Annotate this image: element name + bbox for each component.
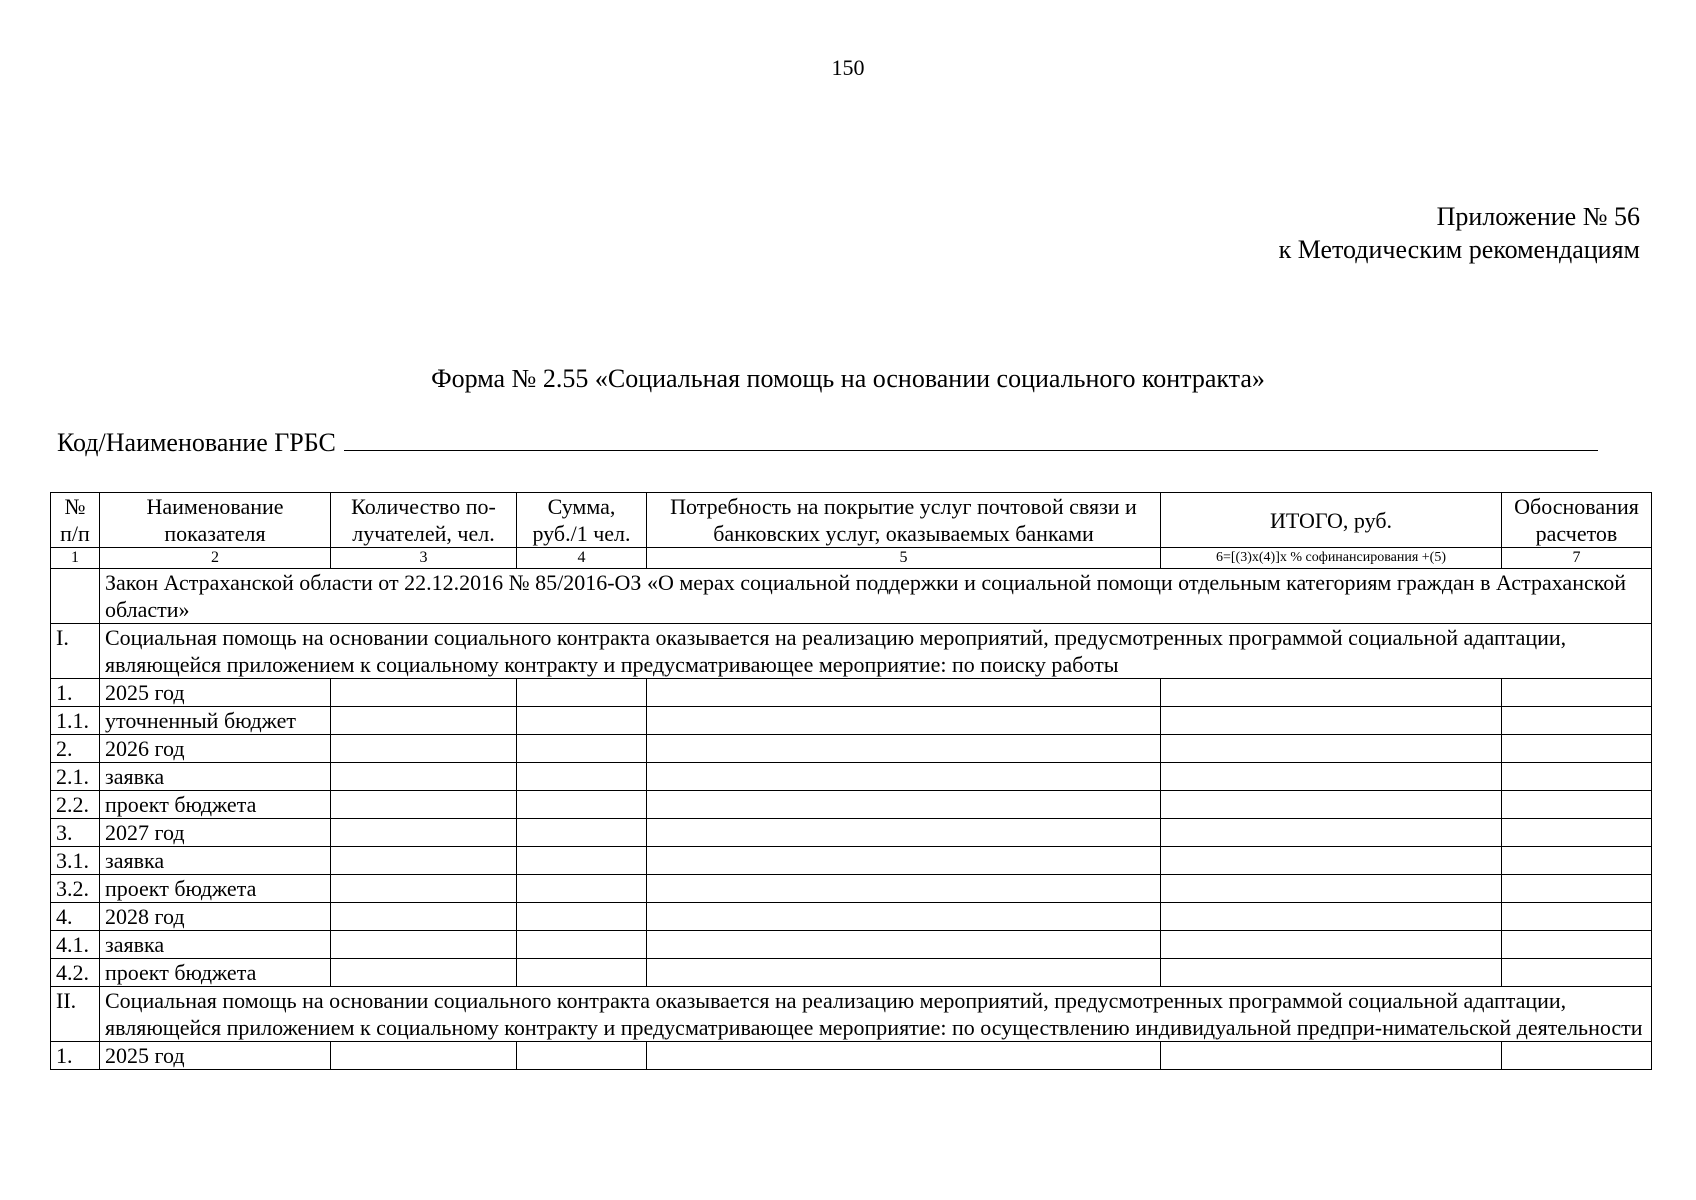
column-number: 3 (331, 548, 517, 569)
cell-total[interactable] (1161, 735, 1502, 763)
column-number: 1 (51, 548, 100, 569)
cell-total[interactable] (1161, 1042, 1502, 1070)
cell-justification[interactable] (1502, 959, 1652, 987)
row-name: проект бюджета (100, 959, 331, 987)
section-text: Социальная помощь на основании социального контракта оказывается на реализацию мероприятий, предусмотренных программой социальной адаптации, являющейся приложением к социальному контракту и предусматривающее мероприятие: по осуществлению индивидуальной предпри-нимательской деятельности (100, 987, 1652, 1042)
row-name: проект бюджета (100, 791, 331, 819)
cell-justification[interactable] (1502, 1042, 1652, 1070)
law-row-num (51, 569, 100, 624)
row-num: 2. (51, 735, 100, 763)
table-row (51, 735, 1652, 763)
cell-sum[interactable] (517, 735, 647, 763)
section-num: I. (51, 624, 100, 679)
table-row (51, 903, 1652, 931)
cell-justification[interactable] (1502, 679, 1652, 707)
grbs-field (57, 428, 1598, 458)
cell-services[interactable] (647, 819, 1161, 847)
cell-justification[interactable] (1502, 763, 1652, 791)
row-name: 2025 год (100, 1042, 331, 1070)
cell-recipients[interactable] (331, 931, 517, 959)
form-title: Форма № 2.55 «Социальная помощь на основании социального контракта» (431, 364, 1265, 393)
cell-sum[interactable] (517, 707, 647, 735)
row-name: 2025 год (100, 679, 331, 707)
column-number-formula: 6=[(3)x(4)]x % софинансирования +(5) (1161, 548, 1502, 569)
row-name: уточненный бюджет (100, 707, 331, 735)
table-header-row (51, 493, 1652, 548)
row-name: 2026 год (100, 735, 331, 763)
cell-recipients[interactable] (331, 707, 517, 735)
header-total: ИТОГО, руб. (1161, 493, 1502, 548)
row-name: 2027 год (100, 819, 331, 847)
cell-sum[interactable] (517, 931, 647, 959)
column-number: 4 (517, 548, 647, 569)
cell-total[interactable] (1161, 847, 1502, 875)
law-row-text: Закон Астраханской области от 22.12.2016 № 85/2016-ОЗ «О мерах социальной поддержки и социальной помощи отдельным категориям граждан в Астраханской области» (100, 569, 1652, 624)
cell-sum[interactable] (517, 903, 647, 931)
cell-services[interactable] (647, 875, 1161, 903)
cell-recipients[interactable] (331, 819, 517, 847)
section-row (51, 624, 1652, 679)
column-number: 5 (647, 548, 1161, 569)
column-number-row (51, 548, 1652, 569)
cell-total[interactable] (1161, 931, 1502, 959)
table-row (51, 707, 1652, 735)
header-recipients-count: Количество по-лучателей, чел. (331, 493, 517, 548)
cell-recipients[interactable] (331, 735, 517, 763)
cell-total[interactable] (1161, 875, 1502, 903)
row-num: 3. (51, 819, 100, 847)
row-num: 2.2. (51, 791, 100, 819)
table-row (51, 763, 1652, 791)
table-row (51, 847, 1652, 875)
header-num: № п/п (51, 493, 100, 548)
grbs-blank-line (344, 430, 1598, 451)
cell-recipients[interactable] (331, 959, 517, 987)
cell-sum[interactable] (517, 875, 647, 903)
row-num: 4.2. (51, 959, 100, 987)
cell-services[interactable] (647, 791, 1161, 819)
table-row (51, 819, 1652, 847)
cell-recipients[interactable] (331, 847, 517, 875)
cell-justification[interactable] (1502, 903, 1652, 931)
cell-sum[interactable] (517, 959, 647, 987)
cell-services[interactable] (647, 959, 1161, 987)
cell-services[interactable] (647, 735, 1161, 763)
table-row (51, 931, 1652, 959)
row-name: 2028 год (100, 903, 331, 931)
header-indicator-name: Наименование показателя (100, 493, 331, 548)
cell-recipients[interactable] (331, 791, 517, 819)
column-number: 7 (1502, 548, 1652, 569)
appendix-reference (1279, 200, 1640, 266)
form-table (50, 492, 1652, 1070)
row-num: 2.1. (51, 763, 100, 791)
grbs-label: Код/Наименование ГРБС (57, 428, 336, 457)
cell-total[interactable] (1161, 763, 1502, 791)
cell-justification[interactable] (1502, 791, 1652, 819)
cell-recipients[interactable] (331, 1042, 517, 1070)
row-name: заявка (100, 847, 331, 875)
cell-total[interactable] (1161, 819, 1502, 847)
cell-justification[interactable] (1502, 735, 1652, 763)
cell-services[interactable] (647, 679, 1161, 707)
row-num: 1. (51, 1042, 100, 1070)
table-row (51, 875, 1652, 903)
table-row (51, 1042, 1652, 1070)
cell-services[interactable] (647, 903, 1161, 931)
header-postal-bank-services: Потребность на покрытие услуг почтовой связи и банковских услуг, оказываемых банками (647, 493, 1161, 548)
appendix-recommendations: к Методическим рекомендациям (1278, 235, 1640, 264)
row-num: 1. (51, 679, 100, 707)
cell-services[interactable] (647, 707, 1161, 735)
cell-recipients[interactable] (331, 903, 517, 931)
section-row (51, 987, 1652, 1042)
cell-sum[interactable] (517, 1042, 647, 1070)
cell-sum[interactable] (517, 763, 647, 791)
row-name: проект бюджета (100, 875, 331, 903)
page-number: 150 (831, 55, 865, 80)
cell-sum[interactable] (517, 847, 647, 875)
cell-total[interactable] (1161, 679, 1502, 707)
header-sum-per-person: Сумма, руб./1 чел. (517, 493, 647, 548)
cell-recipients[interactable] (331, 679, 517, 707)
header-justification: Обоснования расчетов (1502, 493, 1652, 548)
cell-total[interactable] (1161, 791, 1502, 819)
row-num: 4.1. (51, 931, 100, 959)
row-name: заявка (100, 931, 331, 959)
table-row (51, 679, 1652, 707)
column-number: 2 (100, 548, 331, 569)
row-num: 1.1. (51, 707, 100, 735)
section-text: Социальная помощь на основании социального контракта оказывается на реализацию мероприятий, предусмотренных программой социальной адаптации, являющейся приложением к социальному контракту и предусматривающее мероприятие: по поиску работы (100, 624, 1652, 679)
appendix-number: Приложение № 56 (1436, 202, 1640, 231)
cell-sum[interactable] (517, 791, 647, 819)
cell-sum[interactable] (517, 679, 647, 707)
cell-services[interactable] (647, 931, 1161, 959)
cell-sum[interactable] (517, 819, 647, 847)
table-row (51, 791, 1652, 819)
row-num: 3.1. (51, 847, 100, 875)
cell-justification[interactable] (1502, 707, 1652, 735)
cell-services[interactable] (647, 847, 1161, 875)
cell-justification[interactable] (1502, 819, 1652, 847)
row-name: заявка (100, 763, 331, 791)
law-row (51, 569, 1652, 624)
cell-recipients[interactable] (331, 763, 517, 791)
cell-total[interactable] (1161, 903, 1502, 931)
cell-services[interactable] (647, 1042, 1161, 1070)
cell-recipients[interactable] (331, 875, 517, 903)
section-num: II. (51, 987, 100, 1042)
cell-justification[interactable] (1502, 931, 1652, 959)
cell-total[interactable] (1161, 959, 1502, 987)
cell-services[interactable] (647, 763, 1161, 791)
row-num: 4. (51, 903, 100, 931)
table-row (51, 959, 1652, 987)
cell-total[interactable] (1161, 707, 1502, 735)
row-num: 3.2. (51, 875, 100, 903)
cell-justification[interactable] (1502, 847, 1652, 875)
cell-justification[interactable] (1502, 875, 1652, 903)
